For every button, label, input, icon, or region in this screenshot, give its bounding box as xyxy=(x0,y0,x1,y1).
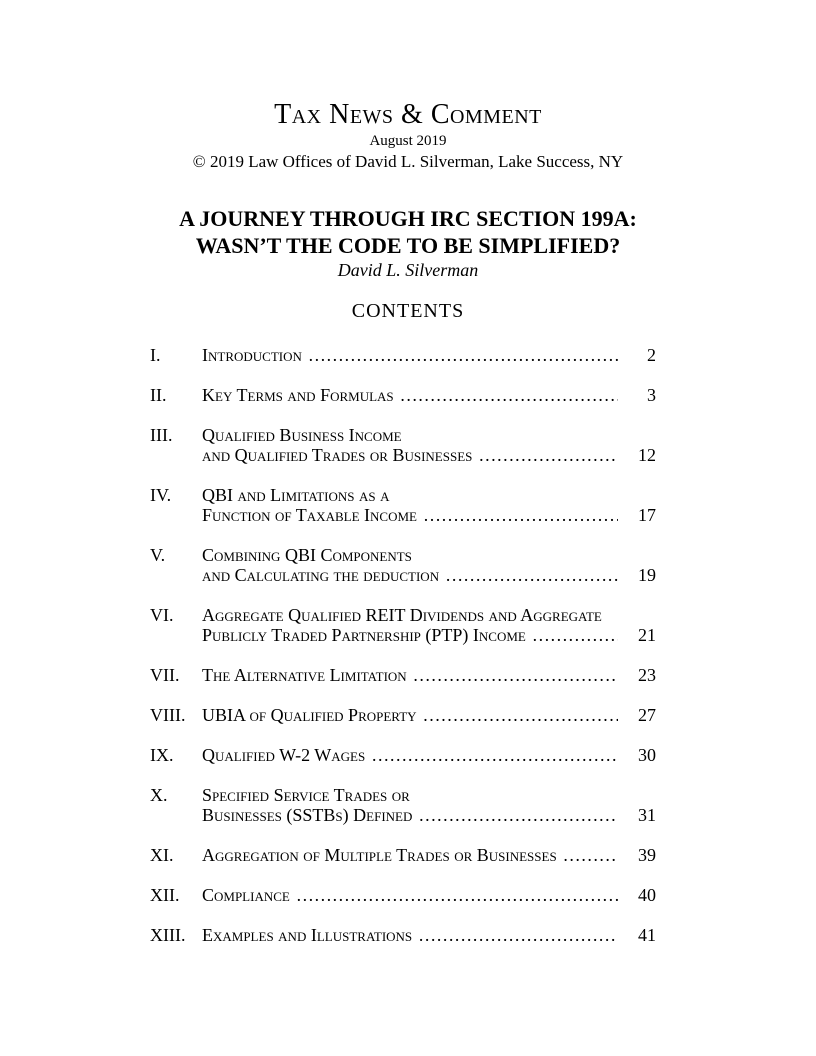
toc-entry-title: Function of Taxable Income xyxy=(202,505,417,525)
toc-entry-body xyxy=(202,785,656,825)
toc-page-number: 39 xyxy=(638,845,656,865)
toc-entry-body xyxy=(202,345,656,365)
toc-entry-title: Compliance xyxy=(202,885,290,905)
newsletter-header xyxy=(0,98,816,172)
leader-dots xyxy=(472,445,618,465)
toc-entry-title: UBIA of Qualified Property xyxy=(202,705,417,725)
toc-entry-line xyxy=(202,345,656,365)
leader-dots xyxy=(302,345,618,365)
toc-entry[interactable] xyxy=(150,705,656,725)
article-author: David L. Silverman xyxy=(337,260,479,280)
leader-dots xyxy=(290,885,618,905)
toc-page-number: 40 xyxy=(638,885,656,905)
toc-entry-title: Aggregation of Multiple Trades or Businesses xyxy=(202,845,557,865)
newsletter-masthead: Tax News & Comment xyxy=(274,99,542,130)
toc-entry-title: Examples and Illustrations xyxy=(202,925,413,945)
toc-page-number: 27 xyxy=(638,705,656,725)
toc-page-number: 3 xyxy=(647,385,656,405)
toc-page-number: 2 xyxy=(647,345,656,365)
leader-dots xyxy=(407,665,618,685)
toc-entry[interactable] xyxy=(150,665,656,685)
leader-dots xyxy=(394,385,618,405)
toc-entry-body xyxy=(202,485,656,525)
toc-entry-line xyxy=(202,925,656,945)
toc-entry-body xyxy=(202,545,656,585)
toc-entry[interactable] xyxy=(150,385,656,405)
toc-entry[interactable] xyxy=(150,345,656,365)
toc-entry-line xyxy=(202,705,656,725)
toc-entry-line xyxy=(202,885,656,905)
toc-entry-title: Businesses (SSTBs) Defined xyxy=(202,805,413,825)
toc-entry-line xyxy=(202,385,656,405)
leader-dots xyxy=(557,845,618,865)
issue-date: August 2019 xyxy=(369,133,447,149)
toc-entry-numeral: III. xyxy=(150,425,173,445)
leader-dots xyxy=(417,705,618,725)
leader-dots xyxy=(439,565,618,585)
toc-entry[interactable] xyxy=(150,885,656,905)
leader-dots xyxy=(417,505,618,525)
toc-entry-numeral: I. xyxy=(150,345,161,365)
toc-entry-body xyxy=(202,605,656,645)
toc-entry[interactable] xyxy=(150,925,656,945)
toc-entry-numeral: XI. xyxy=(150,845,174,865)
toc-page-number: 21 xyxy=(638,625,656,645)
toc-entry-body xyxy=(202,665,656,685)
toc-entry-title: Key Terms and Formulas xyxy=(202,385,394,405)
toc-page-number: 19 xyxy=(638,565,656,585)
toc-entry-numeral: X. xyxy=(150,785,168,805)
toc-page-number: 41 xyxy=(638,925,656,945)
toc-entry-line: Qualified Business Income xyxy=(202,425,402,445)
toc-entry[interactable] xyxy=(150,425,656,465)
leader-dots xyxy=(412,805,618,825)
toc-entry-title: and Qualified Trades or Businesses xyxy=(202,445,473,465)
toc-entry-title: Qualified W-2 Wages xyxy=(202,745,366,765)
toc-entry-body xyxy=(202,705,656,725)
toc-entry-line: Combining QBI Components xyxy=(202,545,412,565)
toc-page-number: 31 xyxy=(638,805,656,825)
leader-dots xyxy=(412,925,618,945)
toc-entry-line xyxy=(202,845,656,865)
toc-entry[interactable] xyxy=(150,845,656,865)
toc-entry-body xyxy=(202,885,656,905)
toc-page-number: 12 xyxy=(638,445,656,465)
leader-dots xyxy=(365,745,618,765)
leader-dots xyxy=(526,625,618,645)
article-title-line-1: A JOURNEY THROUGH IRC SECTION 199A: xyxy=(179,206,637,231)
toc-entry-body xyxy=(202,745,656,765)
toc-entry[interactable] xyxy=(150,545,656,585)
toc-entry-numeral: IX. xyxy=(150,745,174,765)
toc-entry[interactable] xyxy=(150,745,656,765)
toc-entry-body xyxy=(202,425,656,465)
toc-entry[interactable] xyxy=(150,785,656,825)
contents-heading: CONTENTS xyxy=(351,300,465,322)
toc-entry-line xyxy=(202,565,656,585)
toc-entry-line: Specified Service Trades or xyxy=(202,785,410,805)
article-title-block xyxy=(0,205,816,281)
toc-entry[interactable] xyxy=(150,485,656,525)
toc-entry-numeral: IV. xyxy=(150,485,172,505)
toc-entry-line xyxy=(202,625,656,645)
toc-entry-title: The Alternative Limitation xyxy=(202,665,407,685)
toc-entry-line xyxy=(202,745,656,765)
table-of-contents xyxy=(150,345,656,945)
article-title xyxy=(0,205,816,259)
toc-entry-title: and Calculating the deduction xyxy=(202,565,440,585)
toc-page-number: 17 xyxy=(638,505,656,525)
toc-entry-line xyxy=(202,445,656,465)
toc-entry-numeral: XIII. xyxy=(150,925,186,945)
toc-page-number: 30 xyxy=(638,745,656,765)
toc-entry-numeral: VIII. xyxy=(150,705,186,725)
toc-entry-line: Aggregate Qualified REIT Dividends and Aggregate xyxy=(202,605,602,625)
toc-entry-numeral: II. xyxy=(150,385,167,405)
toc-entry-line: QBI and Limitations as a xyxy=(202,485,390,505)
copyright-line: © 2019 Law Offices of David L. Silverman, Lake Success, NY xyxy=(192,152,624,171)
toc-entry-line xyxy=(202,805,656,825)
toc-entry-title: Publicly Traded Partnership (PTP) Income xyxy=(202,625,526,645)
toc-page-number: 23 xyxy=(638,665,656,685)
toc-entry-body xyxy=(202,925,656,945)
toc-entry-body xyxy=(202,385,656,405)
toc-entry-numeral: V. xyxy=(150,545,166,565)
toc-entry-numeral: VII. xyxy=(150,665,180,685)
toc-entry-numeral: XII. xyxy=(150,885,180,905)
toc-entry-numeral: VI. xyxy=(150,605,174,625)
toc-entry-line xyxy=(202,505,656,525)
toc-entry[interactable] xyxy=(150,605,656,645)
article-title-line-2: WASN’T THE CODE TO BE SIMPLIFIED? xyxy=(195,233,621,258)
toc-entry-line xyxy=(202,665,656,685)
toc-entry-body xyxy=(202,845,656,865)
toc-entry-title: Introduction xyxy=(202,345,302,365)
